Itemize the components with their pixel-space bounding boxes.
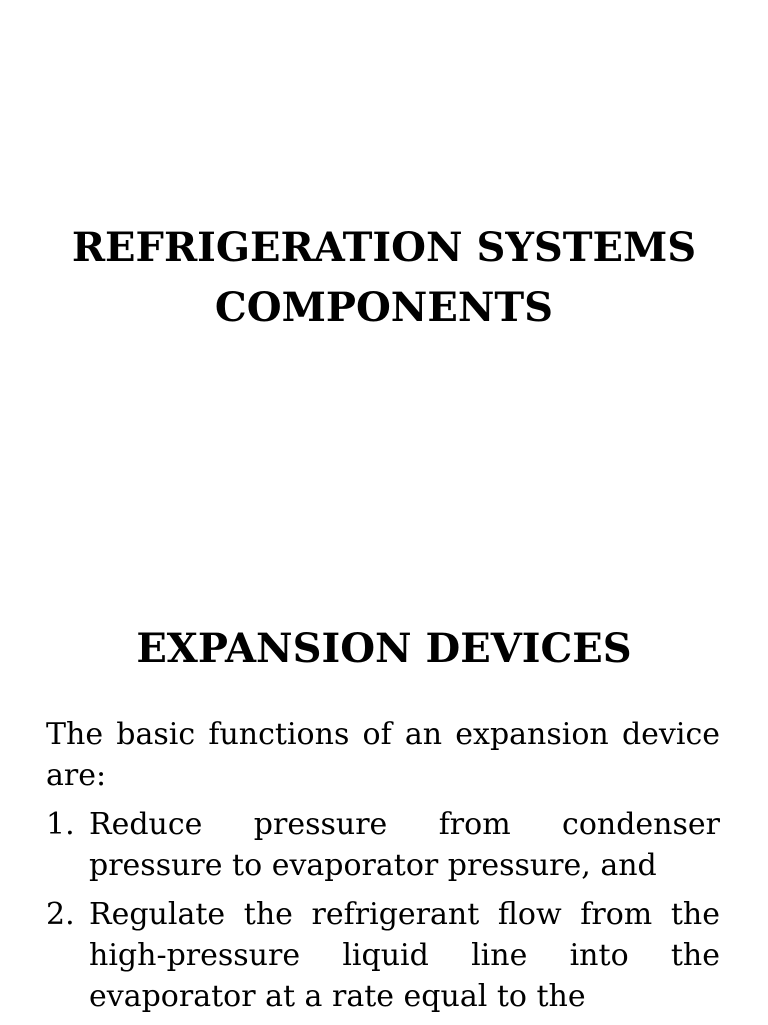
intro-paragraph: The basic functions of an expansion device are: xyxy=(46,717,720,793)
list-item xyxy=(46,804,720,886)
list-item xyxy=(46,894,720,1017)
title-line-1: REFRIGERATION SYSTEMS xyxy=(71,224,697,271)
functions-list xyxy=(46,804,720,1017)
section-heading: EXPANSION DEVICES xyxy=(136,625,632,672)
list-item-text: Reduce pressure from condenser pressure to evaporator pressure, and xyxy=(89,807,720,883)
list-item-text: Regulate the refrigerant flow from the high-pressure liquid line into the evaporator at a rate equal to the xyxy=(89,897,720,1014)
list-item-number: 1. xyxy=(46,807,75,842)
title-line-2: COMPONENTS xyxy=(214,284,554,331)
content-slide xyxy=(0,576,768,1024)
list-item-number: 2. xyxy=(46,897,75,932)
body-text xyxy=(46,714,720,1025)
page-title xyxy=(0,218,768,338)
